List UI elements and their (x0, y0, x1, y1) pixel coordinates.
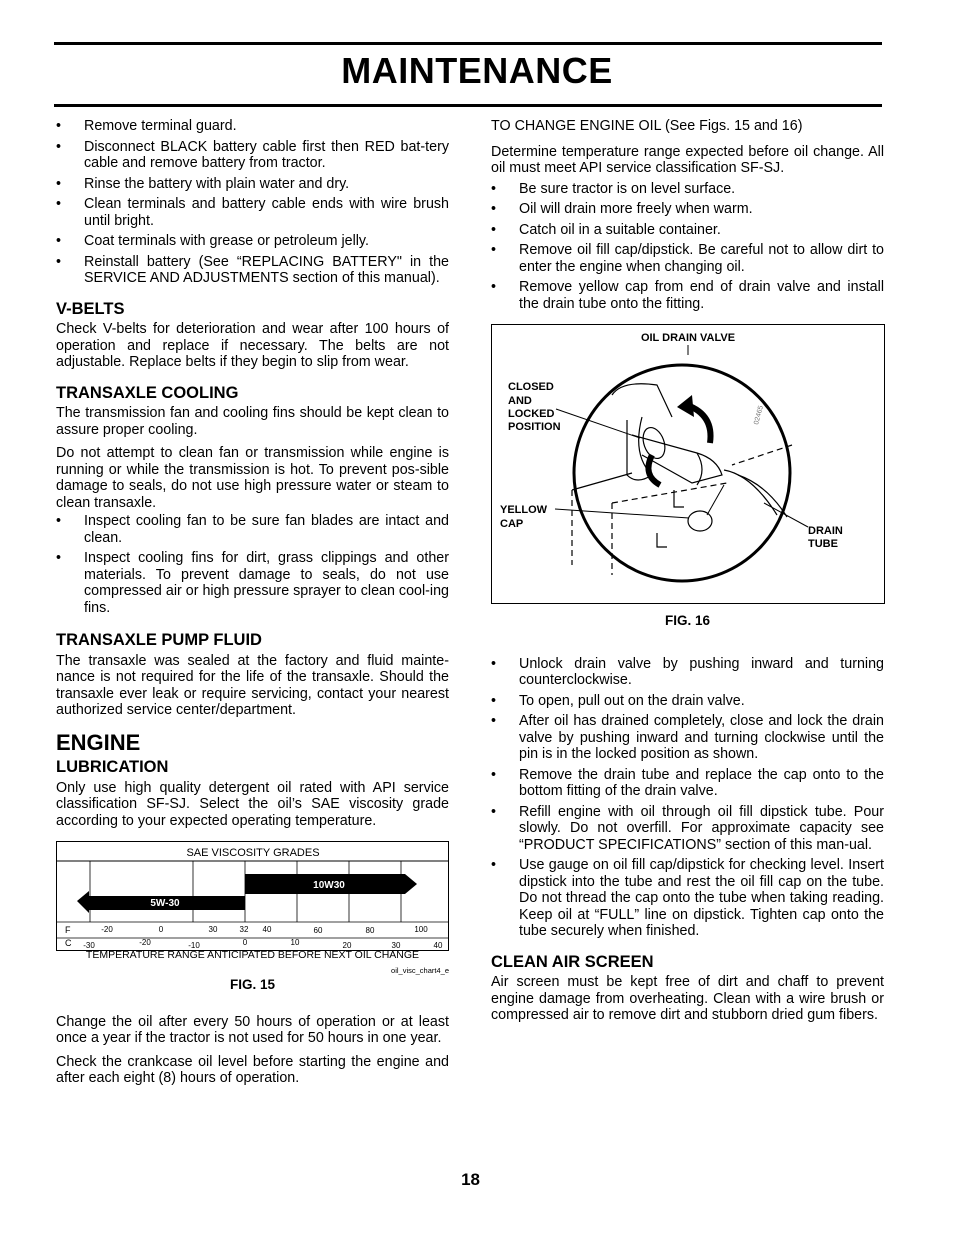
f-tick: 0 (158, 925, 164, 934)
right-column (491, 118, 884, 1031)
f-tick: 80 (365, 926, 375, 935)
page-number: 18 (461, 1170, 480, 1189)
vbelts-text: Check V-belts for deterioration and wear after 100 hours of operation and replace if necessary. The belts are not adjustable. Replace belts if they begin to slip from wear. (56, 321, 449, 370)
list-item: • Oil will drain more freely when warm. (491, 201, 884, 218)
grade-label-10w30: 10W30 (313, 880, 345, 891)
grade-bar-5w30 (77, 891, 245, 913)
top-rule (54, 42, 882, 45)
list-item: • Remove the drain tube and replace the cap onto to the bottom fitting of the drain valve. (491, 767, 884, 800)
list-item: • Inspect cooling fan to be sure fan blades are intact and clean. (56, 513, 449, 546)
c-tick: 30 (391, 941, 401, 950)
f-tick: 30 (208, 925, 218, 934)
list-item: • Refill engine with oil through oil fill dipstick tube. Pour slowly. Do not overfill. For approximate capacity see “PRODUCT SPECIFICATIONS” section of this man-ual. (491, 804, 884, 854)
sae-chart-code: oil_visc_chart4_e (391, 966, 449, 975)
fig15-caption: FIG. 15 (229, 977, 275, 992)
f-tick: 60 (313, 926, 323, 935)
fahrenheit-label: F (65, 925, 71, 935)
post-drain-bullet-list (491, 656, 884, 940)
label-line: AND (508, 395, 532, 407)
label-line: CAP (500, 518, 524, 530)
fig16-caption: FIG. 16 (664, 613, 710, 628)
change-oil-heading: TO CHANGE ENGINE OIL (See Figs. 15 and 16) (491, 118, 803, 134)
label-line: LOCKED (508, 408, 555, 420)
title-underline (54, 104, 882, 107)
change-oil-intro: Determine temperature range expected before oil change. All oil must meet API service classification SF-SJ. (491, 143, 884, 176)
sae-chart-title: SAE VISCOSITY GRADES (186, 847, 320, 859)
oil-drain-valve-illustration (492, 325, 884, 603)
cooling-bullet-list (56, 513, 449, 616)
list-item: • Remove yellow cap from end of drain valve and install the drain tube onto the fitting. (491, 279, 884, 312)
list-item: • Catch oil in a suitable container. (491, 222, 884, 239)
list-item: • To open, pull out on the drain valve. (491, 693, 884, 710)
list-item: • Be sure tractor is on level surface. (491, 181, 884, 198)
fig16-title: OIL DRAIN VALVE (640, 332, 736, 344)
f-tick: 100 (414, 925, 428, 934)
pump-text: The transaxle was sealed at the factory and fluid mainte-nance is not required for the life of the transaxle. Should the transaxle ever leak or require servicing, contact your nearest authorized service center/department. (56, 652, 449, 718)
transaxle-pump-heading: TRANSAXLE PUMP FLUID (56, 631, 262, 649)
list-item: • Inspect cooling fins for dirt, grass clippings and other materials. To prevent damage to seals, do not use compressed air or high pressure sprayer to clean cool-ing fins. (56, 550, 449, 616)
clean-air-screen-text: Air screen must be kept free of dirt and chaff to prevent engine damage from overheating. Clean with a wire brush or compressed air to remove dirt and stubborn dried gum fibers. (491, 974, 884, 1023)
list-item: • Disconnect BLACK battery cable first then RED bat-tery cable and remove battery from tractor. (56, 139, 449, 172)
oil-change-paragraph-2: Check the crankcase oil level before starting the engine and after each eight (8) hours of operation. (56, 1053, 449, 1086)
c-tick: -10 (188, 941, 200, 950)
grade-label-5w30: 5W-30 (150, 898, 180, 909)
list-item: • Use gauge on oil fill cap/dipstick for checking level. Insert dipstick into the tube and rest the oil fill cap on the tube. Do not thread the cap onto the tube when taking reading. Keep oil at “FULL” line on dipstick. Tighten cap onto the tube securely when finished. (491, 857, 884, 940)
f-tick: 40 (262, 925, 272, 934)
oil-change-paragraph-1: Change the oil after every 50 hours of operation or at least once a year if the tractor is not used for 50 hours in one year. (56, 1013, 449, 1046)
engine-heading: ENGINE (56, 729, 141, 755)
label-line: POSITION (508, 421, 561, 433)
f-tick: -20 (101, 925, 113, 934)
celsius-label: C (65, 938, 72, 948)
transaxle-cooling-heading: TRANSAXLE COOLING (56, 383, 239, 402)
c-tick: -30 (83, 941, 95, 950)
fig16-code: 02465 (753, 404, 765, 426)
fig16-oil-drain-valve (491, 324, 885, 604)
lubrication-text: Only use high quality detergent oil rated with API service classification SF-SJ. Select the oil’s SAE viscosity grade according to your expected operating temperature. (56, 779, 449, 829)
sae-chart-graphic (57, 842, 448, 950)
c-tick: 20 (342, 941, 352, 950)
list-item: • Reinstall battery (See “REPLACING BATTERY" in the SERVICE AND ADJUSTMENTS section of this manual). (56, 254, 449, 287)
pre-drain-bullet-list (491, 181, 884, 313)
sae-viscosity-chart (56, 841, 449, 951)
list-item: • Unlock drain valve by pushing inward and turning counterclockwise. (491, 656, 884, 689)
label-line: DRAIN (808, 525, 843, 537)
label-line: YELLOW (500, 504, 548, 516)
drain-tube-label (808, 525, 843, 550)
clean-air-screen-heading: CLEAN AIR SCREEN (491, 952, 654, 971)
cooling-paragraph-1: The transmission fan and cooling fins should be kept clean to assure proper cooling. (56, 405, 449, 438)
c-tick: 10 (290, 938, 300, 947)
fahrenheit-ticks (101, 925, 428, 935)
sae-footer-area (56, 949, 449, 979)
list-item: • After oil has drained completely, close and lock the drain valve by pushing inward and turning clockwise until the pin is in the locked position as shown. (491, 713, 884, 763)
vbelts-heading: V-BELTS (56, 299, 125, 318)
grade-bar-10w30 (245, 874, 417, 894)
page-title: MAINTENANCE (341, 50, 613, 91)
list-item: • Remove terminal guard. (56, 118, 449, 135)
c-tick: 0 (242, 938, 248, 947)
sae-footer-text: TEMPERATURE RANGE ANTICIPATED BEFORE NEXT OIL CHANGE (85, 949, 420, 961)
list-item: • Coat terminals with grease or petroleum jelly. (56, 233, 449, 250)
closed-position-label (508, 381, 561, 433)
f-tick: 32 (239, 925, 249, 934)
c-tick: -20 (139, 938, 151, 947)
c-tick: 40 (433, 941, 443, 950)
list-item: • Clean terminals and battery cable ends with wire brush until bright. (56, 196, 449, 229)
left-column (56, 118, 449, 1094)
list-item: • Remove oil fill cap/dipstick. Be careful not to allow dirt to enter the engine when changing oil. (491, 242, 884, 275)
cooling-paragraph-2: Do not attempt to clean fan or transmission while engine is running or while the transmission is hot. To prevent pos-sible damage to seals, do not use high pressure water or steam to clean transaxle. (56, 445, 449, 511)
yellow-cap-label (500, 504, 548, 530)
lubrication-heading: LUBRICATION (56, 758, 169, 776)
label-line: TUBE (808, 538, 838, 550)
list-item: • Rinse the battery with plain water and dry. (56, 176, 449, 193)
label-line: CLOSED (508, 381, 554, 393)
detail-circle (574, 365, 790, 581)
battery-bullet-list (56, 118, 449, 287)
